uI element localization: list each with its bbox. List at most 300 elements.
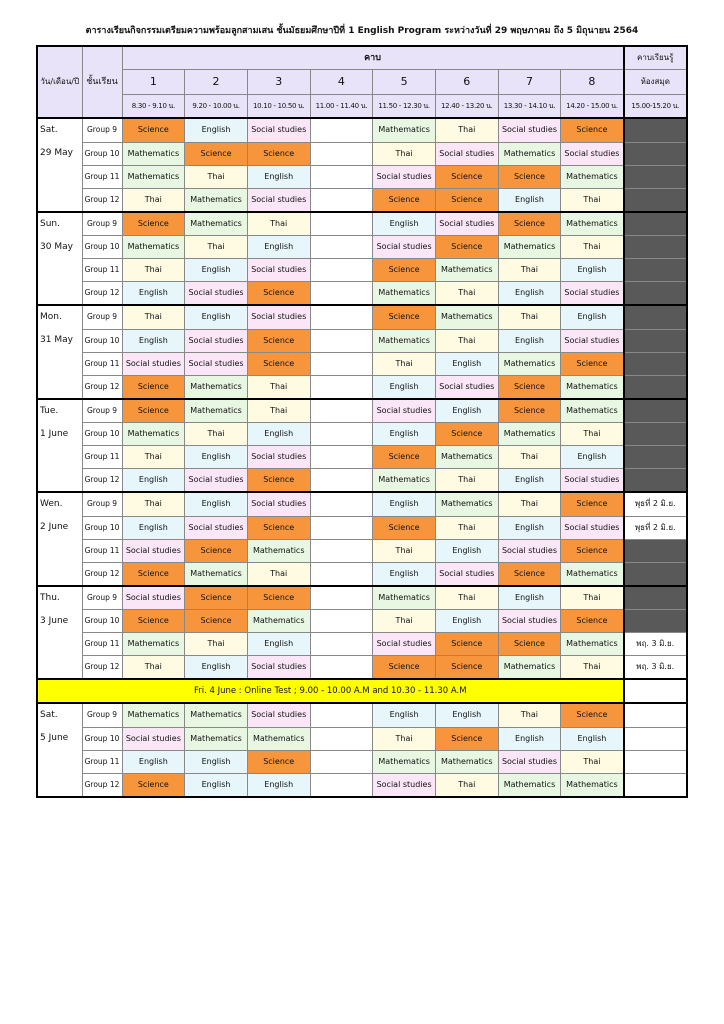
- subject-cell: Thai: [498, 305, 561, 329]
- empty-cell: [310, 516, 373, 539]
- subject-cell: Science: [185, 610, 248, 633]
- subject-cell: Thai: [122, 446, 185, 469]
- subject-cell: Mathematics: [373, 118, 436, 142]
- subject-cell: Thai: [561, 423, 624, 446]
- period-time: 10.10 - 10.50 น.: [247, 95, 310, 119]
- day-date: 3 June: [37, 610, 82, 633]
- period-time: 13.30 - 14.10 น.: [498, 95, 561, 119]
- subject-cell: English: [185, 446, 248, 469]
- period-number: 7: [498, 70, 561, 95]
- day-date: 29 May: [37, 142, 82, 165]
- subject-cell: Social studies: [185, 516, 248, 539]
- subject-cell: Science: [498, 633, 561, 656]
- subject-cell: Mathematics: [561, 399, 624, 423]
- subject-cell: English: [435, 539, 498, 562]
- subject-cell: Social studies: [247, 703, 310, 727]
- day-date: 30 May: [37, 236, 82, 259]
- subject-cell: Social studies: [122, 586, 185, 610]
- day-name: Mon.: [37, 305, 82, 329]
- group-label: Group 12: [82, 656, 122, 680]
- subject-cell: Mathematics: [185, 188, 248, 212]
- empty-cell: [310, 188, 373, 212]
- subject-cell: Thai: [435, 118, 498, 142]
- subject-cell: Science: [373, 305, 436, 329]
- library-cell-blocked: [624, 329, 687, 352]
- subject-cell: Mathematics: [373, 282, 436, 306]
- subject-cell: Mathematics: [247, 727, 310, 750]
- table-row: [37, 492, 687, 516]
- period-number: 1: [122, 70, 185, 95]
- subject-cell: Thai: [498, 446, 561, 469]
- empty-cell: [310, 539, 373, 562]
- subject-cell: Science: [435, 423, 498, 446]
- subject-cell: Social studies: [122, 727, 185, 750]
- empty-cell: [310, 773, 373, 797]
- library-cell-blocked: [624, 165, 687, 188]
- empty-cell: [310, 236, 373, 259]
- subject-cell: Science: [435, 656, 498, 680]
- group-label: Group 11: [82, 750, 122, 773]
- day-cell: [37, 562, 82, 586]
- period-header: คาบ: [122, 46, 624, 70]
- subject-cell: Thai: [122, 305, 185, 329]
- table-row: [37, 469, 687, 493]
- subject-cell: Mathematics: [435, 446, 498, 469]
- subject-cell: Science: [561, 352, 624, 375]
- subject-cell: Social studies: [185, 282, 248, 306]
- period-time: 11.00 - 11.40 น.: [310, 95, 373, 119]
- period-time: 11.50 - 12.30 น.: [373, 95, 436, 119]
- subject-cell: Thai: [435, 329, 498, 352]
- subject-cell: Science: [247, 469, 310, 493]
- table-row: [37, 188, 687, 212]
- subject-cell: Social studies: [435, 562, 498, 586]
- subject-cell: Social studies: [373, 165, 436, 188]
- subject-cell: English: [122, 750, 185, 773]
- subject-cell: Mathematics: [561, 773, 624, 797]
- table-row: [37, 586, 687, 610]
- period-time: 9.20 - 10.00 น.: [185, 95, 248, 119]
- empty-cell: [310, 703, 373, 727]
- subject-cell: Thai: [435, 469, 498, 493]
- library-cell: [624, 727, 687, 750]
- subject-cell: Social studies: [373, 633, 436, 656]
- subject-cell: Mathematics: [561, 562, 624, 586]
- subject-cell: English: [498, 586, 561, 610]
- day-name: Sun.: [37, 212, 82, 236]
- subject-cell: Thai: [561, 656, 624, 680]
- subject-cell: Thai: [498, 492, 561, 516]
- day-cell: [37, 352, 82, 375]
- table-row: [37, 236, 687, 259]
- subject-cell: English: [185, 773, 248, 797]
- subject-cell: Science: [561, 492, 624, 516]
- subject-cell: Science: [373, 259, 436, 282]
- library-cell: [624, 679, 687, 703]
- subject-cell: English: [247, 165, 310, 188]
- library-cell-blocked: [624, 539, 687, 562]
- subject-cell: English: [247, 773, 310, 797]
- table-row: [37, 610, 687, 633]
- group-label: Group 9: [82, 212, 122, 236]
- subject-cell: Social studies: [435, 375, 498, 399]
- subject-cell: Thai: [185, 423, 248, 446]
- table-row: [37, 259, 687, 282]
- group-column-header: ชั้นเรียน: [82, 46, 122, 118]
- subject-cell: Thai: [373, 539, 436, 562]
- group-label: Group 10: [82, 423, 122, 446]
- subject-cell: Mathematics: [561, 633, 624, 656]
- subject-cell: Mathematics: [373, 469, 436, 493]
- subject-cell: Science: [435, 236, 498, 259]
- subject-cell: Science: [373, 516, 436, 539]
- subject-cell: Thai: [435, 282, 498, 306]
- subject-cell: Mathematics: [561, 212, 624, 236]
- subject-cell: Mathematics: [498, 352, 561, 375]
- subject-cell: English: [185, 118, 248, 142]
- subject-cell: Thai: [561, 586, 624, 610]
- subject-cell: English: [561, 446, 624, 469]
- library-header: คาบเรียนรู้: [624, 46, 687, 70]
- subject-cell: Thai: [498, 259, 561, 282]
- subject-cell: English: [185, 656, 248, 680]
- library-cell: [624, 750, 687, 773]
- day-name: Tue.: [37, 399, 82, 423]
- day-cell: [37, 656, 82, 680]
- empty-cell: [310, 399, 373, 423]
- library-cell: พุธที่ 2 มิ.ย.: [624, 492, 687, 516]
- group-label: Group 9: [82, 703, 122, 727]
- subject-cell: Mathematics: [185, 727, 248, 750]
- group-label: Group 9: [82, 492, 122, 516]
- subject-cell: Science: [122, 562, 185, 586]
- empty-cell: [310, 750, 373, 773]
- subject-cell: Science: [435, 727, 498, 750]
- table-row: [37, 446, 687, 469]
- subject-cell: Thai: [185, 633, 248, 656]
- subject-cell: English: [122, 469, 185, 493]
- subject-cell: English: [498, 282, 561, 306]
- subject-cell: Social studies: [122, 352, 185, 375]
- subject-cell: English: [435, 610, 498, 633]
- period-number: 6: [435, 70, 498, 95]
- table-row: [37, 516, 687, 539]
- subject-cell: Mathematics: [122, 165, 185, 188]
- subject-cell: Social studies: [561, 142, 624, 165]
- day-cell: [37, 539, 82, 562]
- day-name: Sat.: [37, 118, 82, 142]
- day-cell: [37, 375, 82, 399]
- table-row: [37, 375, 687, 399]
- subject-cell: Mathematics: [435, 492, 498, 516]
- day-cell: [37, 259, 82, 282]
- subject-cell: Thai: [561, 188, 624, 212]
- empty-cell: [310, 352, 373, 375]
- subject-cell: Social studies: [498, 750, 561, 773]
- subject-cell: Mathematics: [373, 750, 436, 773]
- subject-cell: Thai: [247, 375, 310, 399]
- empty-cell: [310, 446, 373, 469]
- table-row: [37, 352, 687, 375]
- group-label: Group 11: [82, 352, 122, 375]
- subject-cell: English: [373, 703, 436, 727]
- subject-cell: Thai: [122, 656, 185, 680]
- day-date: 5 June: [37, 727, 82, 750]
- day-date: 2 June: [37, 516, 82, 539]
- group-label: Group 12: [82, 773, 122, 797]
- subject-cell: Science: [247, 329, 310, 352]
- subject-cell: Science: [122, 212, 185, 236]
- subject-cell: Mathematics: [185, 212, 248, 236]
- table-row: [37, 212, 687, 236]
- subject-cell: Social studies: [498, 539, 561, 562]
- library-cell-blocked: [624, 236, 687, 259]
- day-cell: [37, 773, 82, 797]
- table-row: [37, 118, 687, 142]
- group-label: Group 11: [82, 539, 122, 562]
- subject-cell: Science: [122, 399, 185, 423]
- subject-cell: Mathematics: [373, 586, 436, 610]
- subject-cell: English: [373, 423, 436, 446]
- subject-cell: Science: [247, 352, 310, 375]
- library-cell: พฤ. 3 มิ.ย.: [624, 633, 687, 656]
- subject-cell: Thai: [185, 165, 248, 188]
- subject-cell: Social studies: [247, 492, 310, 516]
- subject-cell: Science: [247, 142, 310, 165]
- subject-cell: English: [247, 423, 310, 446]
- library-cell-blocked: [624, 212, 687, 236]
- table-row: [37, 329, 687, 352]
- empty-cell: [310, 305, 373, 329]
- subject-cell: Social studies: [185, 469, 248, 493]
- subject-cell: English: [435, 399, 498, 423]
- subject-cell: Social studies: [373, 773, 436, 797]
- table-row: [37, 165, 687, 188]
- subject-cell: English: [185, 750, 248, 773]
- group-label: Group 12: [82, 282, 122, 306]
- day-cell: [37, 282, 82, 306]
- subject-cell: Mathematics: [498, 423, 561, 446]
- subject-cell: Thai: [247, 212, 310, 236]
- subject-cell: Science: [561, 703, 624, 727]
- period-time: 14.20 - 15.00 น.: [561, 95, 624, 119]
- subject-cell: Social studies: [247, 188, 310, 212]
- subject-cell: Science: [185, 539, 248, 562]
- empty-cell: [310, 423, 373, 446]
- timetable: [36, 45, 688, 798]
- subject-cell: Science: [247, 750, 310, 773]
- subject-cell: Mathematics: [185, 703, 248, 727]
- subject-cell: English: [498, 188, 561, 212]
- subject-cell: Science: [247, 586, 310, 610]
- subject-cell: Social studies: [373, 236, 436, 259]
- subject-cell: Thai: [561, 236, 624, 259]
- group-label: Group 11: [82, 446, 122, 469]
- period-number: 8: [561, 70, 624, 95]
- subject-cell: Social studies: [498, 118, 561, 142]
- subject-cell: Mathematics: [435, 259, 498, 282]
- subject-cell: Mathematics: [122, 633, 185, 656]
- subject-cell: English: [498, 516, 561, 539]
- subject-cell: Mathematics: [247, 610, 310, 633]
- group-label: Group 11: [82, 633, 122, 656]
- subject-cell: Social studies: [561, 516, 624, 539]
- library-cell-blocked: [624, 118, 687, 142]
- subject-cell: Science: [561, 610, 624, 633]
- subject-cell: Science: [247, 282, 310, 306]
- subject-cell: Science: [435, 188, 498, 212]
- table-row: [37, 305, 687, 329]
- day-date: 31 May: [37, 329, 82, 352]
- empty-cell: [310, 142, 373, 165]
- empty-cell: [310, 375, 373, 399]
- subject-cell: Thai: [185, 236, 248, 259]
- subject-cell: Mathematics: [122, 703, 185, 727]
- day-cell: [37, 188, 82, 212]
- library-cell-blocked: [624, 469, 687, 493]
- subject-cell: Social studies: [122, 539, 185, 562]
- subject-cell: English: [498, 727, 561, 750]
- subject-cell: English: [435, 703, 498, 727]
- subject-cell: Science: [122, 118, 185, 142]
- subject-cell: English: [185, 259, 248, 282]
- library-cell-blocked: [624, 259, 687, 282]
- subject-cell: Science: [122, 773, 185, 797]
- subject-cell: Mathematics: [498, 236, 561, 259]
- subject-cell: Social studies: [247, 259, 310, 282]
- subject-cell: English: [373, 562, 436, 586]
- day-cell: [37, 469, 82, 493]
- subject-cell: Social studies: [561, 329, 624, 352]
- day-name: Sat.: [37, 703, 82, 727]
- table-row: [37, 656, 687, 680]
- subject-cell: Science: [185, 586, 248, 610]
- period-number: 5: [373, 70, 436, 95]
- subject-cell: Science: [435, 633, 498, 656]
- subject-cell: Thai: [122, 188, 185, 212]
- table-row: [37, 423, 687, 446]
- library-cell: พุธที่ 2 มิ.ย.: [624, 516, 687, 539]
- table-row: [37, 750, 687, 773]
- subject-cell: Thai: [373, 352, 436, 375]
- subject-cell: Science: [561, 118, 624, 142]
- library-cell-blocked: [624, 586, 687, 610]
- subject-cell: Mathematics: [247, 539, 310, 562]
- empty-cell: [310, 469, 373, 493]
- subject-cell: English: [561, 305, 624, 329]
- library-cell-blocked: [624, 399, 687, 423]
- page-title: ตารางเรียนกิจกรรมเตรียมความพร้อมลูกสามเสน ชั้นมัธยมศึกษาปีที่ 1 English Program ระหว่างวันที่ 29 พฤษภาคม ถึง 5 มิถุนายน 2564: [85, 26, 639, 36]
- subject-cell: Social studies: [247, 656, 310, 680]
- group-label: Group 11: [82, 259, 122, 282]
- library-cell-blocked: [624, 446, 687, 469]
- subject-cell: Science: [435, 165, 498, 188]
- table-row: [37, 282, 687, 306]
- library-cell-blocked: [624, 562, 687, 586]
- subject-cell: Mathematics: [498, 142, 561, 165]
- day-cell: [37, 633, 82, 656]
- online-test-banner: Fri. 4 June : Online Test ; 9.00 - 10.00 A.M and 10.30 - 11.30 A.M: [37, 679, 624, 703]
- subject-cell: English: [185, 492, 248, 516]
- group-label: Group 9: [82, 586, 122, 610]
- group-label: Group 9: [82, 118, 122, 142]
- library-cell-blocked: [624, 305, 687, 329]
- table-row: [37, 562, 687, 586]
- day-name: Wen.: [37, 492, 82, 516]
- subject-cell: English: [498, 329, 561, 352]
- subject-cell: Thai: [247, 562, 310, 586]
- table-row: [37, 539, 687, 562]
- subject-cell: Mathematics: [185, 562, 248, 586]
- group-label: Group 11: [82, 165, 122, 188]
- day-cell: [37, 165, 82, 188]
- subject-cell: English: [247, 633, 310, 656]
- library-cell-blocked: [624, 375, 687, 399]
- subject-cell: Thai: [247, 399, 310, 423]
- subject-cell: Science: [247, 516, 310, 539]
- subject-cell: English: [373, 212, 436, 236]
- library-subheader: ห้องสมุด: [624, 70, 687, 95]
- library-cell-blocked: [624, 142, 687, 165]
- subject-cell: Social studies: [373, 399, 436, 423]
- subject-cell: Science: [122, 375, 185, 399]
- empty-cell: [310, 259, 373, 282]
- subject-cell: Social studies: [561, 282, 624, 306]
- library-cell-blocked: [624, 610, 687, 633]
- day-cell: [37, 446, 82, 469]
- table-row: [37, 399, 687, 423]
- subject-cell: Science: [373, 188, 436, 212]
- library-cell-blocked: [624, 188, 687, 212]
- subject-cell: Thai: [435, 586, 498, 610]
- group-label: Group 10: [82, 142, 122, 165]
- subject-cell: Social studies: [498, 610, 561, 633]
- subject-cell: Science: [122, 610, 185, 633]
- library-cell-blocked: [624, 282, 687, 306]
- subject-cell: Mathematics: [373, 329, 436, 352]
- subject-cell: Social studies: [247, 118, 310, 142]
- group-label: Group 12: [82, 188, 122, 212]
- subject-cell: Mathematics: [435, 305, 498, 329]
- empty-cell: [310, 165, 373, 188]
- group-label: Group 10: [82, 610, 122, 633]
- subject-cell: English: [373, 375, 436, 399]
- library-cell: [624, 773, 687, 797]
- day-name: Thu.: [37, 586, 82, 610]
- subject-cell: Social studies: [247, 305, 310, 329]
- subject-cell: Social studies: [435, 142, 498, 165]
- empty-cell: [310, 329, 373, 352]
- subject-cell: Thai: [373, 727, 436, 750]
- subject-cell: Science: [498, 375, 561, 399]
- subject-cell: Mathematics: [122, 236, 185, 259]
- empty-cell: [310, 282, 373, 306]
- subject-cell: Science: [373, 446, 436, 469]
- empty-cell: [310, 586, 373, 610]
- subject-cell: Thai: [435, 773, 498, 797]
- day-column-header: วัน/เดือน/ปี: [37, 46, 82, 118]
- empty-cell: [310, 212, 373, 236]
- subject-cell: Science: [498, 562, 561, 586]
- group-label: Group 9: [82, 305, 122, 329]
- subject-cell: English: [498, 469, 561, 493]
- period-time: 12.40 - 13.20 น.: [435, 95, 498, 119]
- empty-cell: [310, 656, 373, 680]
- subject-cell: Thai: [373, 142, 436, 165]
- library-cell: [624, 703, 687, 727]
- subject-cell: Thai: [561, 750, 624, 773]
- period-number: 2: [185, 70, 248, 95]
